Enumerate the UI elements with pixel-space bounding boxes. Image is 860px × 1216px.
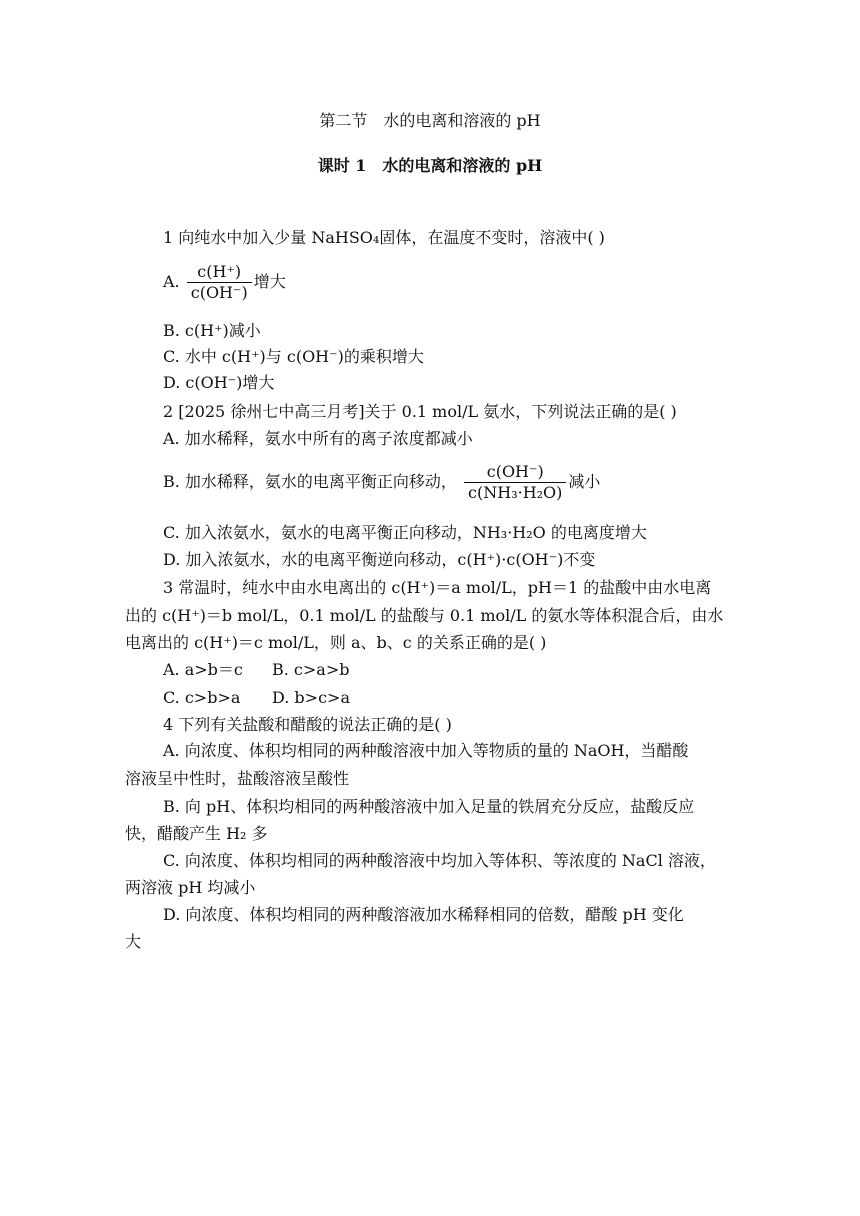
question-4-option-b-line-1: B. 向 pH、体积均相同的两种酸溶液中加入足量的铁屑充分反应，盐酸反应 <box>163 797 695 816</box>
lesson-title: 课时 1 水的电离和溶液的 pH <box>317 156 543 175</box>
question-3-option-c: C. c>b>a <box>163 688 241 707</box>
question-1-option-b: B. c(H⁺)减小 <box>163 321 261 340</box>
question-4-option-a-line-1: A. 向浓度、体积均相同的两种酸溶液中加入等物质的量的 NaOH，当醋酸 <box>163 741 689 760</box>
question-4-option-c-line-2: 两溶液 pH 均减小 <box>125 878 256 897</box>
fraction-denominator: c(NH₃·H₂O) <box>468 483 563 502</box>
question-2-stem: 2 [2025 徐州七中高三月考]关于 0.1 mol/L 氨水，下列说法正确的是( ) <box>163 402 677 421</box>
question-3-option-d: D. b>c>a <box>272 688 350 707</box>
question-2-option-b <box>163 462 600 503</box>
question-1-option-a <box>163 262 286 303</box>
fraction-denominator: c(OH⁻) <box>190 283 248 302</box>
question-4-option-d-line-2: 大 <box>125 932 142 951</box>
fraction-oh-over-nh3h2o <box>464 462 566 503</box>
question-2-option-a: A. 加水稀释，氨水中所有的离子浓度都减小 <box>163 429 473 448</box>
question-1-option-c: C. 水中 c(H⁺)与 c(OH⁻)的乘积增大 <box>163 347 424 366</box>
question-3-option-a: A. a>b＝c <box>163 660 243 679</box>
question-2-option-c: C. 加入浓氨水，氨水的电离平衡正向移动，NH₃·H₂O 的电离度增大 <box>163 523 647 542</box>
question-1-stem: 1 向纯水中加入少量 NaHSO₄固体，在温度不变时，溶液中( ) <box>163 228 605 247</box>
question-4-option-a-line-2: 溶液呈中性时，盐酸溶液呈酸性 <box>125 769 350 788</box>
question-3-line-2: 出的 c(H⁺)＝b mol/L，0.1 mol/L 的盐酸与 0.1 mol/L 的氨水等体积混合后，由水 <box>125 606 724 625</box>
option-a-suffix: 增大 <box>253 272 286 291</box>
question-4-option-b-line-2: 快，醋酸产生 H₂ 多 <box>125 824 268 843</box>
section-title: 第二节 水的电离和溶液的 pH <box>319 111 541 130</box>
question-4-option-c-line-1: C. 向浓度、体积均相同的两种酸溶液中均加入等体积、等浓度的 NaCl 溶液， <box>163 851 716 870</box>
question-1-option-d: D. c(OH⁻)增大 <box>163 373 275 392</box>
question-4-stem: 4 下列有关盐酸和醋酸的说法正确的是( ) <box>163 715 452 734</box>
fraction-numerator: c(H⁺) <box>187 262 252 283</box>
question-4-option-d-line-1: D. 向浓度、体积均相同的两种酸溶液加水稀释相同的倍数，醋酸 pH 变化 <box>163 905 684 924</box>
option-b-text: B. 加水稀释，氨水的电离平衡正向移动， <box>163 472 457 491</box>
question-3-line-3: 电离出的 c(H⁺)＝c mol/L，则 a、b、c 的关系正确的是( ) <box>125 633 547 652</box>
option-a-label: A. <box>163 272 180 291</box>
question-3-option-b: B. c>a>b <box>272 660 350 679</box>
fraction-numerator: c(OH⁻) <box>464 462 566 483</box>
fraction-h-over-oh <box>187 262 252 303</box>
question-3-line-1: 3 常温时，纯水中由水电离出的 c(H⁺)＝a mol/L，pH＝1 的盐酸中由水电离 <box>163 578 712 597</box>
option-b-suffix: 减小 <box>568 472 601 491</box>
question-2-option-d: D. 加入浓氨水，水的电离平衡逆向移动，c(H⁺)·c(OH⁻)不变 <box>163 550 596 569</box>
